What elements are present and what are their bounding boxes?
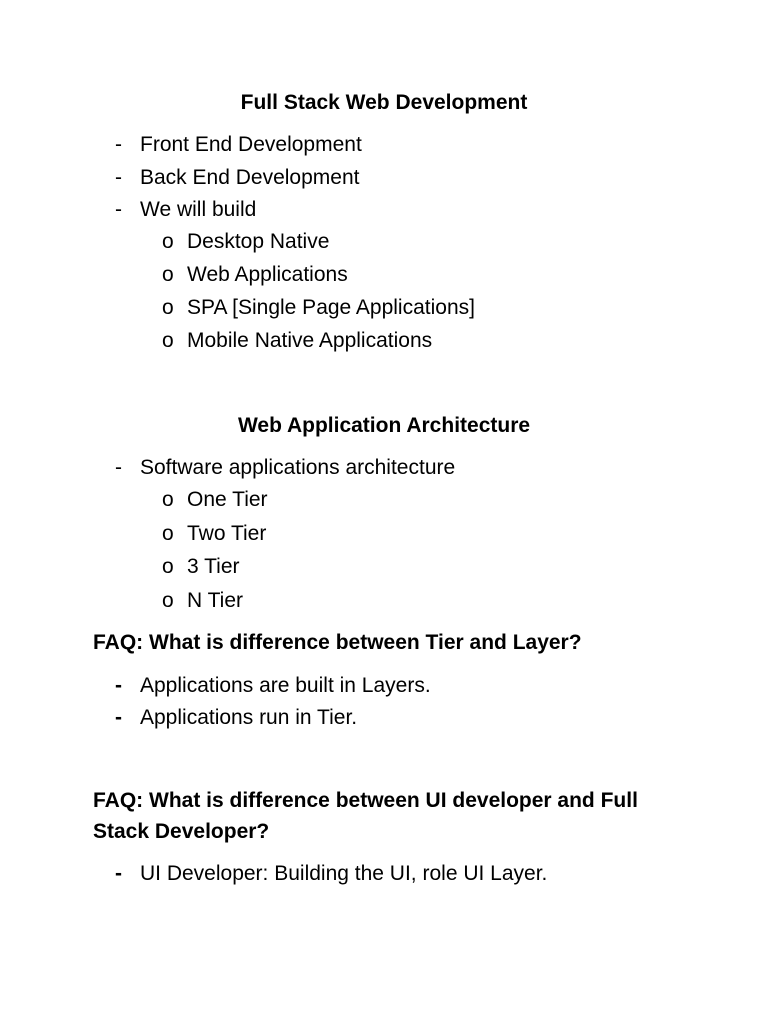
section-heading-full-stack: Full Stack Web Development [240, 91, 528, 114]
list-item-text: UI Developer: Building the UI, role UI Layer. [140, 862, 548, 885]
dash-bullet: - [115, 166, 122, 189]
dash-bullet: - [115, 862, 122, 885]
circle-bullet: o [162, 589, 174, 612]
list-item-text: Software applications architecture [140, 456, 456, 479]
circle-bullet: o [162, 488, 174, 511]
list-item-text: Front End Development [140, 133, 362, 156]
circle-bullet: o [162, 555, 174, 578]
faq-question-ui-fullstack: FAQ: What is difference between UI developer and Full Stack Developer? [93, 789, 638, 843]
circle-bullet: o [162, 329, 174, 352]
sub-list-item-text: N Tier [187, 589, 244, 612]
list-item-text: Applications run in Tier. [140, 706, 358, 729]
sub-list-item-text: Desktop Native [187, 230, 330, 253]
dash-bullet: - [115, 674, 122, 697]
dash-bullet: - [115, 706, 122, 729]
section-heading-architecture: Web Application Architecture [237, 414, 531, 437]
sub-list-item-text: Two Tier [187, 522, 267, 545]
circle-bullet: o [162, 263, 174, 286]
sub-list-item-text: SPA [Single Page Applications] [187, 296, 475, 319]
list-item-text: Applications are built in Layers. [140, 674, 431, 697]
dash-bullet: - [115, 456, 122, 479]
dash-bullet: - [115, 198, 122, 221]
sub-list-item-text: One Tier [187, 488, 268, 511]
sub-list-item-text: Mobile Native Applications [187, 329, 433, 352]
sub-list-item-text: Web Applications [187, 263, 348, 286]
list-item-text: We will build [140, 198, 257, 221]
faq-question-tier-layer: FAQ: What is difference between Tier and Layer? [93, 631, 582, 654]
circle-bullet: o [162, 296, 174, 319]
circle-bullet: o [162, 522, 174, 545]
circle-bullet: o [162, 230, 174, 253]
dash-bullet: - [115, 133, 122, 156]
sub-list-item-text: 3 Tier [187, 555, 240, 578]
list-item-text: Back End Development [140, 166, 360, 189]
